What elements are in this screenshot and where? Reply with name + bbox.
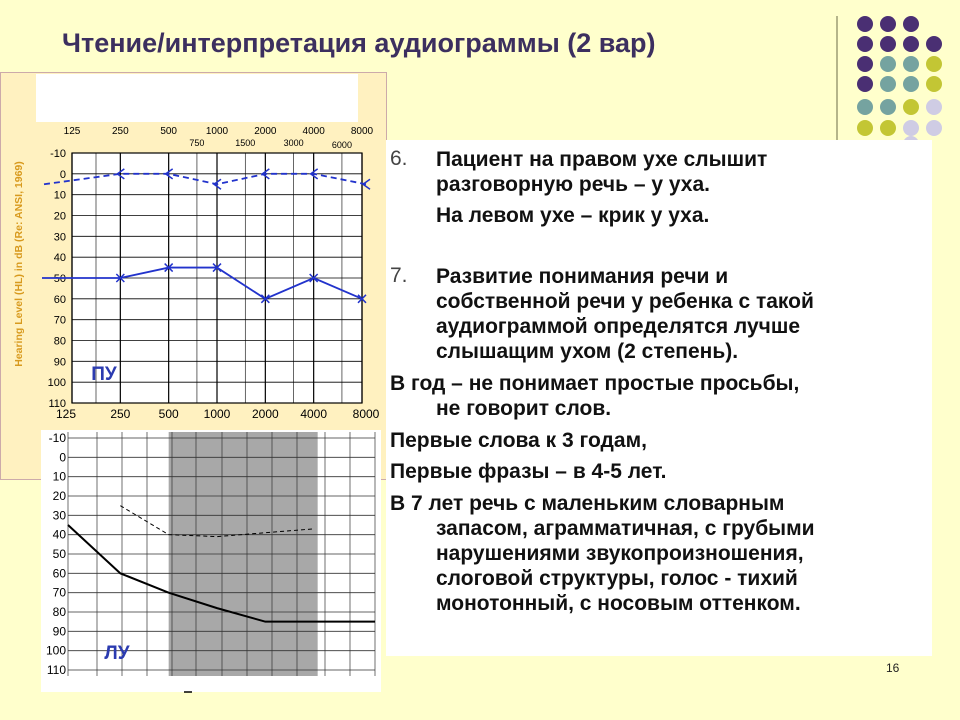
db-tick-label: 70: [53, 314, 66, 327]
data-point-arrow: [363, 179, 370, 189]
item-7-line-2: собственной речи у ребенка с такой: [436, 290, 814, 313]
blank-label-box: [36, 74, 358, 122]
y-axis-label: Hearing Level (HL) in dB (Re: ANSI, 1969): [13, 161, 25, 367]
decorative-divider: [836, 16, 838, 152]
olive-dot: [926, 76, 942, 92]
teal-dot: [880, 99, 896, 115]
db-tick-label: 60: [53, 293, 66, 306]
freq-label-bottom: 500: [158, 407, 179, 420]
slide-title: Чтение/интерпретация аудиограммы (2 вар): [62, 28, 656, 58]
teal-dot: [880, 76, 896, 92]
db-tick-label: 110: [46, 663, 66, 677]
purple-dot: [903, 36, 919, 52]
para-4-line-5: монотонный, с носовым оттенком.: [436, 592, 801, 615]
freq-label-top: 250: [111, 126, 129, 137]
freq-label-mid: 3000: [283, 138, 304, 148]
page-number: 16: [886, 661, 900, 675]
para-4-line-1: В 7 лет речь с маленьким словарным: [390, 492, 785, 515]
freq-label-bottom: 1000: [203, 407, 231, 420]
teal-dot: [903, 56, 919, 72]
left-ear-audiogram: [0, 420, 390, 700]
para-1-line-1: В год – не понимает простые просьбы,: [390, 372, 800, 395]
freq-label-mid: 1500: [235, 138, 256, 148]
item-7-line-3: аудиограммой определятся лучше: [436, 315, 801, 338]
purple-dot: [857, 56, 873, 72]
freq-label-bottom: 2000: [251, 407, 279, 420]
freq-label-top: 8000: [350, 126, 374, 137]
db-tick-label: 100: [45, 643, 66, 658]
db-tick-label: 20: [53, 210, 66, 223]
db-tick-label: 100: [47, 377, 66, 390]
teal-dot: [903, 76, 919, 92]
ear-label-left: ЛУ: [104, 643, 130, 664]
db-tick-label: 0: [59, 450, 66, 465]
para-4-line-2: запасом, аграмматичная, с грубыми: [436, 517, 815, 540]
db-tick-label: 110: [48, 398, 66, 410]
purple-dot: [857, 76, 873, 92]
right-ear-audiogram: [0, 120, 390, 420]
freq-label-top: 1000: [205, 126, 229, 137]
freq-label-mid: 750: [189, 138, 205, 148]
para-1-line-2: не говорит слов.: [436, 397, 612, 420]
freq-label-bottom: 4000: [300, 407, 328, 420]
item-6-number: 6.: [390, 147, 408, 170]
purple-dot: [880, 36, 896, 52]
db-tick-label: 30: [53, 231, 66, 244]
db-tick-label: -10: [48, 431, 66, 445]
db-tick-label: 0: [59, 168, 66, 181]
db-tick-label: -10: [50, 148, 66, 160]
db-tick-label: 60: [52, 566, 66, 581]
db-tick-label: 50: [52, 547, 66, 561]
purple-dot: [903, 16, 919, 32]
item-6-line-3: На левом ухе – крик у уха.: [436, 204, 710, 227]
freq-label-bottom: 250: [110, 407, 131, 420]
freq-label-top: 2000: [254, 126, 277, 137]
db-tick-label: 70: [52, 585, 66, 600]
db-tick-label: 10: [52, 469, 66, 484]
freq-label-bottom: 125: [55, 407, 77, 420]
lilac-dot: [903, 120, 919, 136]
purple-dot: [926, 36, 942, 52]
para-4-line-3: нарушениями звукопроизношения,: [436, 542, 804, 565]
freq-label-mid: 6000: [331, 140, 352, 150]
freq-label-bottom: 8000: [352, 407, 380, 420]
para-4-line-4: слоговой структуры, голос - тихий: [436, 567, 798, 590]
olive-dot: [926, 56, 942, 72]
db-tick-label: 80: [52, 605, 66, 619]
para-2: Первые слова к 3 годам,: [390, 429, 647, 452]
olive-dot: [880, 120, 896, 136]
db-tick-label: 20: [52, 489, 66, 503]
db-tick-label: 10: [53, 189, 66, 202]
db-tick-label: 90: [52, 624, 66, 639]
text-panel: [386, 140, 932, 656]
teal-dot: [857, 99, 873, 115]
freq-label-top: 125: [63, 126, 81, 137]
db-tick-label: 30: [52, 508, 66, 523]
db-tick-label: 90: [53, 356, 66, 369]
purple-dot: [857, 36, 873, 52]
db-tick-label: 50: [53, 273, 66, 285]
teal-dot: [880, 56, 896, 72]
item-6-line-1: Пациент на правом ухе слышит: [436, 148, 768, 171]
purple-dot: [880, 16, 896, 32]
olive-dot: [857, 120, 873, 136]
item-6-line-2: разговорную речь – у уха.: [436, 173, 710, 196]
db-tick-label: 80: [53, 335, 66, 348]
lilac-dot: [926, 120, 942, 136]
freq-label-top: 500: [160, 126, 178, 137]
para-3: Первые фразы – в 4-5 лет.: [390, 460, 667, 483]
item-7-line-1: Развитие понимания речи и: [436, 265, 729, 288]
item-7-number: 7.: [390, 264, 408, 287]
db-tick-label: 40: [53, 252, 66, 265]
ear-label-right: ПУ: [91, 364, 117, 385]
lilac-dot: [926, 99, 942, 115]
purple-dot: [857, 16, 873, 32]
olive-dot: [903, 99, 919, 115]
item-7-line-4: слышащим ухом (2 степень).: [436, 340, 739, 363]
db-tick-label: 40: [52, 527, 66, 542]
freq-label-top: 4000: [302, 126, 325, 137]
